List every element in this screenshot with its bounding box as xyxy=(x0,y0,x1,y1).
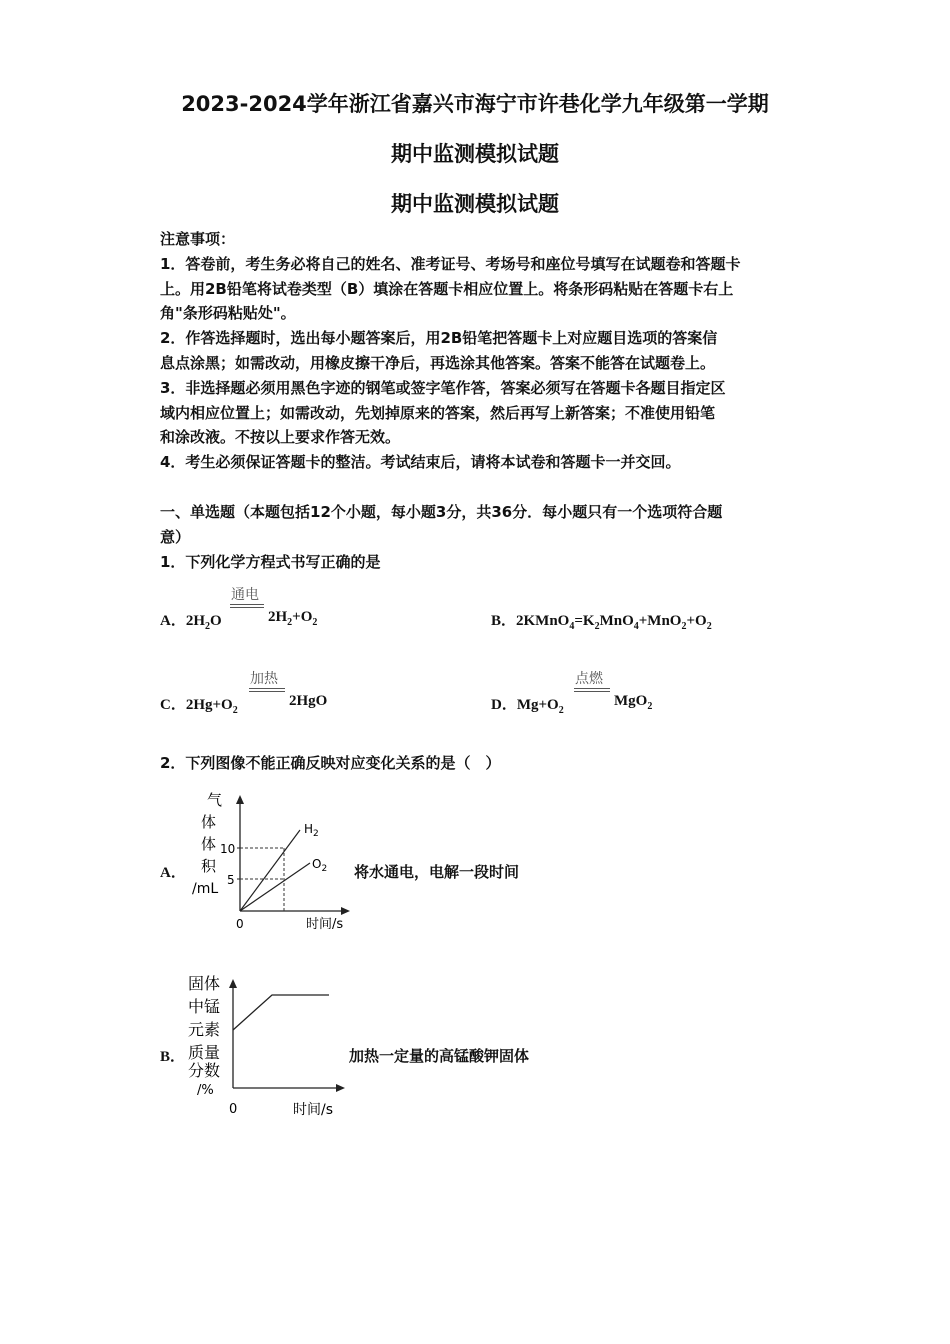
q1-c-condition: 加热 xyxy=(250,671,278,687)
q1-d-product: MgO$_2$ xyxy=(614,693,653,712)
q2-a-o2-label: $O_2$ xyxy=(312,857,328,874)
notice-line: 3．非选择题必须用黑色字迹的钢笔或签字笔作答，答案必须写在答题卡各题目指定区 xyxy=(160,379,726,397)
q1-d-equals-sign xyxy=(574,688,610,692)
q1-a-equals-sign xyxy=(230,604,264,608)
q2-option-a[interactable]: A． xyxy=(160,865,186,881)
notice-line: 上。用2B铅笔将试卷类型（B）填涂在答题卡相应位置上。将条形码粘贴在答题卡右上 xyxy=(160,280,734,298)
q2-b-x-arrow xyxy=(336,1084,345,1092)
q2-a-h2-label: $H_2$ xyxy=(304,822,319,839)
exam-title-line3: 期中监测模拟试题 xyxy=(391,192,559,216)
q2-b-ylabel-line: 中锰 xyxy=(188,997,221,1016)
q1-a-products: $2H_2+O_2$ xyxy=(268,609,318,628)
q2-option-b[interactable]: B． xyxy=(160,1049,186,1065)
q1-option-a[interactable]: A．$2H_2O$ xyxy=(160,613,222,632)
q2-a-x-arrow xyxy=(341,907,350,915)
q2-a-h2-line xyxy=(240,830,300,911)
notice-line: 4．考生必须保证答题卡的整洁。考试结束后，请将本试卷和答题卡一并交回。 xyxy=(160,453,681,471)
q2-b-ylabel-line: 分数 xyxy=(188,1061,221,1080)
q2-a-ylabel-char: 积 xyxy=(201,857,217,875)
q1-c-product: 2HgO xyxy=(289,693,328,709)
notice-line: 2．作答选择题时，选出每小题答案后，用2B铅笔把答题卡上对应题目选项的答案信 xyxy=(160,329,718,347)
q2-b-origin: 0 xyxy=(229,1102,238,1117)
q2-b-ylabel-line: /% xyxy=(197,1083,214,1098)
q2-b-ylabel-line: 元素 xyxy=(188,1020,221,1039)
q2-b-ylabel-line: 质量 xyxy=(188,1043,221,1062)
question-1-stem: 1．下列化学方程式书写正确的是 xyxy=(160,553,381,571)
q2-b-curve xyxy=(233,995,329,1030)
q1-d-condition: 点燃 xyxy=(575,671,603,687)
q2-b-ylabel-line: 固体 xyxy=(188,974,221,993)
q1-c-equals-sign xyxy=(249,688,285,692)
q2-a-graph xyxy=(190,785,355,935)
q2-b-description: 加热一定量的高锰酸钾固体 xyxy=(349,1047,530,1065)
question-2-stem: 2．下列图像不能正确反映对应变化关系的是（ ） xyxy=(160,754,501,772)
section-heading: 一、单选题（本题包括12个小题，每小题3分，共36分．每小题只有一个选项符合题 xyxy=(160,503,723,521)
q2-a-y-arrow xyxy=(236,795,244,804)
notice-line: 角"条形码粘贴处"。 xyxy=(160,304,296,322)
q1-a-condition: 通电 xyxy=(231,587,259,603)
notice-heading: 注意事项： xyxy=(160,230,236,248)
q1-option-c[interactable]: C．$2Hg+O_2$ xyxy=(160,697,238,716)
q2-a-ylabel-char: 体 xyxy=(201,813,217,831)
q2-a-xlabel: 时间/s xyxy=(306,917,344,932)
q1-option-d[interactable]: D．$Mg+O_2$ xyxy=(491,697,564,716)
q2-a-ylabel-char: 体 xyxy=(201,835,217,853)
q2-a-ylabel-char: 气 xyxy=(207,791,223,809)
notice-line: 1．答卷前，考生务必将自己的姓名、准考证号、考场号和座位号填写在试题卷和答题卡 xyxy=(160,255,741,273)
q2-a-ylabel-char: /mL xyxy=(192,881,219,897)
q2-a-description: 将水通电，电解一段时间 xyxy=(354,863,520,881)
q2-b-xlabel: 时间/s xyxy=(293,1102,334,1118)
notice-line: 息点涂黑；如需改动，用橡皮擦干净后，再选涂其他答案。答案不能答在试题卷上。 xyxy=(160,354,716,372)
exam-title-line2: 期中监测模拟试题 xyxy=(391,142,559,166)
notice-line: 和涂改液。不按以上要求作答无效。 xyxy=(160,428,401,446)
q1-option-b[interactable]: B．$2KMnO_4=K_2MnO_4+MnO_2+O_2$ xyxy=(491,613,712,632)
q2-b-y-arrow xyxy=(229,979,237,988)
q2-a-ytick-label: 10 xyxy=(220,842,236,856)
q2-a-origin: 0 xyxy=(236,917,244,931)
q2-a-ytick-label: 5 xyxy=(227,873,235,887)
q2-b-graph xyxy=(185,968,350,1123)
notice-line: 域内相应位置上；如需改动，先划掉原来的答案，然后再写上新答案；不准使用铅笔 xyxy=(160,404,716,422)
exam-title-line1: 2023-2024学年浙江省嘉兴市海宁市许巷化学九年级第一学期 xyxy=(181,92,769,116)
section-heading-cont: 意） xyxy=(160,528,191,546)
q2-a-o2-line xyxy=(240,863,310,911)
